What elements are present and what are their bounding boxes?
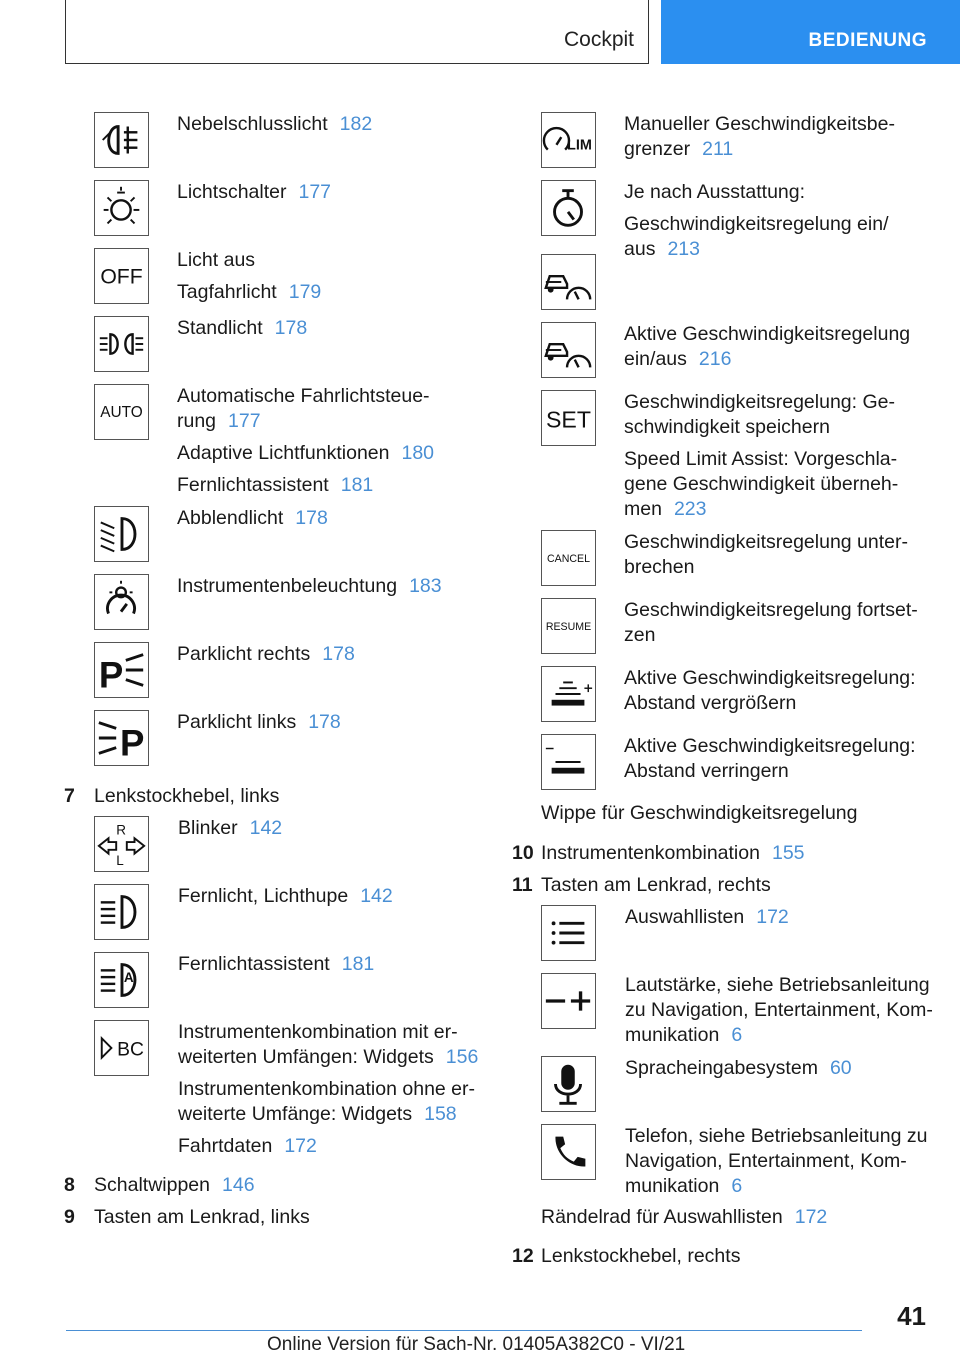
auto-icon bbox=[94, 384, 149, 440]
phone-icon bbox=[541, 1124, 596, 1180]
page-link[interactable]: 211 bbox=[702, 138, 734, 160]
entry-text: Geschwindigkeitsregelung unter- brechen bbox=[624, 531, 908, 578]
page-link[interactable]: 155 bbox=[771, 842, 805, 864]
entry-text: Parklicht links 178 bbox=[177, 711, 341, 733]
distance-decrease-icon bbox=[541, 734, 596, 790]
entry-text: Standlicht 178 bbox=[177, 317, 308, 339]
item-number: 9 bbox=[64, 1206, 75, 1228]
page-link[interactable]: 60 bbox=[829, 1057, 852, 1079]
page-link[interactable]: 213 bbox=[667, 238, 700, 260]
high-beam-icon bbox=[94, 884, 149, 940]
item-number: 12 bbox=[512, 1245, 534, 1267]
light-switch-icon bbox=[94, 180, 149, 236]
cruise-control-car-icon bbox=[541, 254, 596, 310]
parking-light-left-icon bbox=[94, 710, 149, 766]
entry-text: Instrumentenkombination mit er- weiterten Umfängen: Widgets 156 Instrumentenkombination ohne er- weiterte Umfänge: Widgets 158 Fahrtdaten 172 bbox=[178, 1021, 479, 1157]
page-link[interactable]: 181 bbox=[340, 474, 374, 496]
page-link[interactable]: 158 bbox=[424, 1103, 457, 1125]
svg-text:BC: BC bbox=[117, 1039, 144, 1061]
cancel-icon bbox=[541, 530, 596, 586]
bc-icon bbox=[94, 1020, 149, 1076]
entry-text: Je nach Ausstattung: Geschwindigkeitsregelung ein/ aus 213 bbox=[624, 181, 889, 260]
item-label: Tasten am Lenkrad, links bbox=[94, 1206, 310, 1228]
speed-limiter-icon bbox=[541, 112, 596, 168]
entry-text: Manueller Geschwindigkeitsbe- grenzer 211 bbox=[624, 113, 895, 160]
entry-text: Licht aus Tagfahrlicht 179 bbox=[177, 249, 322, 303]
item-label: Instrumentenkombination bbox=[541, 842, 760, 864]
svg-text:CANCEL: CANCEL bbox=[547, 552, 590, 565]
svg-text:R: R bbox=[116, 822, 126, 838]
page-link[interactable]: 172 bbox=[794, 1206, 828, 1228]
page-link[interactable]: 182 bbox=[339, 113, 373, 135]
page-link[interactable]: 172 bbox=[756, 906, 789, 928]
page-link[interactable]: 142 bbox=[360, 885, 393, 907]
page-link[interactable]: 6 bbox=[731, 1175, 743, 1197]
page-link[interactable]: 6 bbox=[731, 1024, 743, 1046]
page-link[interactable]: 156 bbox=[445, 1046, 479, 1068]
item-label: Lenkstockhebel, links bbox=[94, 785, 280, 807]
svg-text:OFF: OFF bbox=[100, 265, 143, 289]
entry-text: Spracheingabesystem 60 bbox=[625, 1057, 852, 1079]
entry-text: Fernlicht, Lichthupe 142 bbox=[178, 885, 393, 907]
entry-text: Telefon, siehe Betriebsanleitung zu Navigation, Entertainment, Kom- munikation 6 bbox=[625, 1125, 928, 1197]
entry-text: Aktive Geschwindigkeitsregelung ein/aus 216 bbox=[624, 323, 911, 370]
page-link[interactable]: 142 bbox=[249, 817, 283, 839]
page-link[interactable]: 172 bbox=[284, 1135, 317, 1157]
entry-text: Blinker 142 bbox=[178, 817, 283, 839]
page-link[interactable]: 180 bbox=[401, 442, 435, 464]
svg-text:AUTO: AUTO bbox=[100, 403, 143, 421]
low-beam-icon bbox=[94, 506, 149, 562]
item-label: Tasten am Lenkrad, rechts bbox=[541, 874, 771, 896]
chapter-tab[interactable] bbox=[661, 0, 960, 64]
entry-text: Aktive Geschwindigkeitsregelung: Abstand verringern bbox=[624, 735, 916, 782]
entry-text: Abblendlicht 178 bbox=[177, 507, 328, 529]
page-link[interactable]: 181 bbox=[341, 953, 375, 975]
page-link[interactable]: 177 bbox=[298, 181, 332, 203]
item-number: 10 bbox=[512, 842, 534, 864]
page-link[interactable]: 146 bbox=[222, 1174, 255, 1196]
page-link[interactable]: 178 bbox=[295, 507, 328, 529]
thumbwheel-label: Rändelrad für Auswahllisten 172 bbox=[541, 1206, 828, 1228]
cruise-rocker-label: Wippe für Geschwindigkeitsregelung bbox=[541, 802, 858, 824]
page-link[interactable]: 216 bbox=[698, 348, 732, 370]
page-link[interactable]: 177 bbox=[228, 410, 261, 432]
svg-text:P: P bbox=[120, 722, 145, 764]
resume-icon bbox=[541, 598, 596, 654]
footer-divider bbox=[66, 1330, 862, 1331]
parking-lights-icon bbox=[94, 316, 149, 372]
item-number: 8 bbox=[64, 1174, 75, 1196]
svg-text:A: A bbox=[123, 969, 134, 985]
distance-increase-icon bbox=[541, 666, 596, 722]
set-icon bbox=[541, 390, 596, 446]
svg-text:SET: SET bbox=[546, 406, 591, 433]
entry-text: Lautstärke, siehe Betriebsanleitung zu Navigation, Entertainment, Kom- munikation 6 bbox=[625, 974, 933, 1046]
entry-text: Instrumentenbeleuchtung 183 bbox=[177, 575, 442, 597]
item-label: Lenkstockhebel, rechts bbox=[541, 1245, 741, 1267]
svg-text:L: L bbox=[116, 853, 124, 869]
page-link[interactable]: 183 bbox=[409, 575, 442, 597]
instrument-lighting-icon bbox=[94, 574, 149, 630]
item-number: 7 bbox=[64, 785, 75, 807]
header-section-box bbox=[65, 0, 649, 64]
item-number: 11 bbox=[512, 874, 533, 896]
volume-icon bbox=[541, 973, 596, 1029]
footer-text: Online Version für Sach-Nr. 01405A382C0 - VI/21 bbox=[267, 1334, 686, 1355]
page-link[interactable]: 178 bbox=[322, 643, 355, 665]
rear-fog-light-icon bbox=[94, 112, 149, 168]
section-title: Cockpit bbox=[563, 28, 634, 51]
page-link[interactable]: 178 bbox=[274, 317, 308, 339]
page-link[interactable]: 223 bbox=[673, 498, 707, 520]
entry-text: Auswahllisten 172 bbox=[625, 906, 789, 928]
entry-text: Lichtschalter 177 bbox=[177, 181, 332, 203]
cruise-control-icon bbox=[541, 180, 596, 236]
entry-text: Nebelschlusslicht 182 bbox=[177, 113, 373, 135]
active-cruise-control-icon bbox=[541, 322, 596, 378]
off-icon bbox=[94, 248, 149, 304]
page-number: 41 bbox=[897, 1301, 926, 1331]
entry-text: Aktive Geschwindigkeitsregelung: Abstand vergrößern bbox=[624, 667, 916, 714]
high-beam-assistant-icon bbox=[94, 952, 149, 1008]
entry-text: Geschwindigkeitsregelung fortset- zen bbox=[624, 599, 918, 646]
entry-text: Parklicht rechts 178 bbox=[177, 643, 355, 665]
entry-text: Fernlichtassistent 181 bbox=[178, 953, 375, 975]
entry-text: Geschwindigkeitsregelung: Ge- schwindigkeit speichern Speed Limit Assist: Vorgeschla- gene Geschwindigkeit überneh- men 223 bbox=[624, 391, 899, 520]
item-label: Schaltwippen bbox=[94, 1174, 210, 1196]
svg-text:LIM: LIM bbox=[567, 137, 592, 154]
page-link[interactable]: 178 bbox=[308, 711, 341, 733]
page-link[interactable]: 179 bbox=[288, 281, 322, 303]
entry-text: Automatische Fahrlichtsteue- rung 177 Adaptive Lichtfunktionen 180 Fernlichtassistent 181 bbox=[177, 385, 435, 496]
chapter-title: BEDIENUNG bbox=[808, 30, 927, 51]
svg-text:RESUME: RESUME bbox=[545, 620, 592, 633]
svg-text:P: P bbox=[98, 654, 124, 696]
parking-light-right-icon bbox=[94, 642, 149, 698]
microphone-icon bbox=[541, 1056, 596, 1112]
list-icon bbox=[541, 905, 596, 961]
turn-signal-icon bbox=[94, 816, 149, 872]
